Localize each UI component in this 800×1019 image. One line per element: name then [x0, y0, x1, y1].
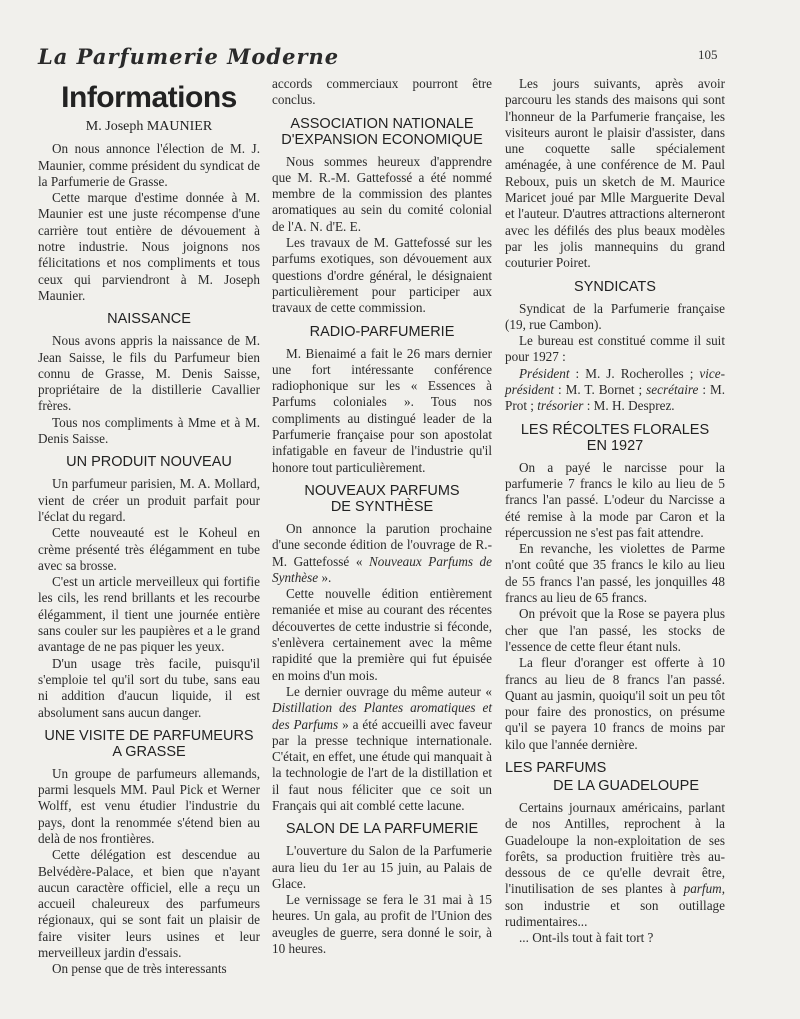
text-run: : M. J. Rocherolles ; [569, 365, 700, 381]
paragraph: Nous avons appris la naissance de M. Jean Saisse, le fils du Parfumeur bien connu de Grasse, M. Denis Saisse, propriétaire de la distillerie Cavallier frères. [38, 333, 260, 414]
text-run: Certains journaux américains, parlant de nos Antilles, reprochent à la Guadeloupe la non-exploitation de ses forêts, sa production fruitière très au-dessous de ce qu'elle devrait être, l'inutilisation de ses plantes à [505, 799, 725, 897]
paragraph: accords commerciaux pourront être conclus. [272, 76, 492, 108]
paragraph: On prévoit que la Rose se payera plus cher que l'an passé, les stocks de l'essence de cette fleur étant nuls. [505, 606, 725, 654]
role-label: vice-président [505, 365, 725, 398]
book-title: Distillation des Plantes aromatiques et des Parfums [272, 700, 492, 732]
paragraph: Cette délégation est descendue au Belvédère-Palace, et bien que n'ayant aucun caractère officiel, elle a reçu un accueil chaleureux des parfumeurs régionaux, qui se sont fait un plaisir de faire visiter leurs usines et leur merveilleux jardin d'essais. [38, 847, 260, 961]
heading-line: UNE VISITE DE PARFUMEURS [44, 727, 254, 744]
paragraph [272, 684, 492, 814]
masthead: La Parfumerie Moderne [38, 44, 340, 69]
text-run: , son industrie et son outillage rudimentaires... [505, 881, 725, 930]
section-heading [272, 483, 492, 515]
paragraph: M. Bienaimé a fait le 26 mars dernier une fort intéressante conférence radiophonique sur les « Essences à Parfums coloniales ». Tous nos compliments au distingué leader de la Parfumerie française pour son apostolat infatigable en faveur de l'industrie qu'il honore tout particulièrement. [272, 345, 492, 475]
text-run: : M. T. Bornet ; [554, 382, 647, 398]
paragraph: Un groupe de parfumeurs allemands, parmi lesquels MM. Paul Pick et Werner Wolff, est venu étudier l'industrie du pays, dont la renommée s'étend bien au delà de nos frontières. [38, 765, 260, 846]
paragraph: Syndicat de la Parfumerie française (19, rue Cambon). [505, 300, 725, 332]
column-1 [38, 76, 260, 978]
section-heading: M. Joseph MAUNIER [85, 119, 213, 134]
paragraph [505, 366, 725, 415]
section-heading: UN PRODUIT NOUVEAU [66, 454, 232, 471]
text-run: : M. H. Desprez. [583, 398, 675, 414]
paragraph: Les travaux de M. Gattefossé sur les parfums exotiques, son dévouement aux questions d'ordre général, le désignaient particulièrement pour participer aux travaux de cette commission. [272, 235, 492, 316]
paragraph: Cette marque d'estime donnée à M. Maunier est une juste récompense d'une carrière tout entière de dévouement à notre industrie. Nous joignons nos félicitations et nos compliments et tous ceux qui parviendront à M. Joseph Maunier. [38, 190, 260, 303]
paragraph [505, 800, 725, 930]
paragraph: Le vernissage se fera le 31 mai à 15 heures. Un gala, au profit de l'Union des aveugles de guerre, sera donné le soir, à 10 heures. [272, 892, 492, 957]
text-run: ». [318, 569, 332, 585]
paragraph: Un parfumeur parisien, M. A. Mollard, vient de créer un produit parfait pour l'éclat du regard. [38, 476, 260, 524]
role-label: secrétaire [646, 382, 699, 398]
paragraph: On a payé le narcisse pour la parfumerie 7 francs le kilo au lieu de 5 francs l'an passé. L'odeur du Narcisse a été remise à la mode par Caron et la répercussion ne s'est pas fait attendre. [505, 459, 725, 540]
paragraph [272, 521, 492, 586]
heading-line: ASSOCIATION NATIONALE [290, 115, 474, 132]
paragraph: Cette nouvelle édition entièrement remaniée et mise au courant des récentes découvertes de cette industrie si féconde, s'enlèvera certainement avec la même rapidité que la première qui fut épuisée en moins d'un mois. [272, 586, 492, 683]
paragraph: Nous sommes heureux d'apprendre que M. R.-M. Gattefossé a été nommé membre de la commission des plantes aromatiques au sein du comité colonial de l'A. N. d'E. E. [272, 153, 492, 234]
section-heading: RADIO-PARFUMERIE [309, 323, 455, 340]
heading-line: LES RÉCOLTES FLORALES [520, 421, 710, 438]
paragraph: Tous nos compliments à Mme et à M. Denis Saisse. [38, 414, 260, 447]
role-label: trésorier [537, 398, 584, 414]
role-label: Président [519, 365, 570, 381]
paragraph: On pense que de très interessants [52, 961, 227, 977]
heading-line: EN 1927 [586, 437, 644, 454]
text-run: Le dernier ouvrage du même auteur « [286, 683, 492, 699]
paragraph: En revanche, les violettes de Parme n'ont coûté que 35 francs le kilo au lieu de 55 francs l'an passé, les jonquilles 48 francs au lieu de 65 francs. [505, 541, 725, 606]
heading-line: DE LA GUADELOUPE [553, 777, 699, 794]
column-3 [505, 76, 725, 947]
emphasis: parfum [683, 881, 722, 897]
section-heading: SALON DE LA PARFUMERIE [285, 821, 479, 838]
heading-line: LES PARFUMS [505, 759, 607, 776]
column-2 [272, 76, 492, 957]
text-run: » a été accueilli avec faveur par la presse technique internationale. C'était, en effet, une étude qui manquait à la technologie de l'art de la distillation et il faut nous féliciter que ce soit un Français qui ait comblé cette lacune. [272, 716, 493, 813]
paragraph: C'est un article merveilleux qui fortifie les cils, les rend brillants et les recourbe élégamment, il tient une journée entière sans couler sur les paupières et a le grand avantage de ne pas piquer les yeux. [38, 574, 260, 655]
section-heading: NAISSANCE [107, 311, 191, 328]
paragraph: On nous annonce l'élection de M. J. Maunier, comme président du syndicat de la Parfumerie de Grasse. [38, 141, 260, 189]
book-title: Nouveaux Parfums de Synthèse [272, 553, 492, 585]
section-heading [505, 422, 725, 454]
section-heading [38, 728, 260, 760]
paragraph: L'ouverture du Salon de la Parfumerie aura lieu du 1er au 15 juin, au Palais de Glace. [272, 843, 492, 891]
paragraph: Cette nouveauté est le Koheul en crème présenté très élégamment en tube avec sa brosse. [38, 525, 260, 573]
page-number: 105 [698, 47, 718, 62]
text-run: : M. Prot ; [505, 382, 725, 414]
paragraph: Les jours suivants, après avoir parcouru les stands des maisons qui sont l'honneur de la Parfumerie française, les visiteurs auront le plaisir d'assister, dans une coquette salle spécialement aménagée, à une conférence de M. Paul Reboux, puis un sketch de M. Maurice Maricet joué par Mlle Marguerite Deval et l'auteur. D'autres attractions alterneront avec les défilés des plus beaux modèles par les jolis mannequins du grand couturier Poiret. [505, 76, 725, 271]
section-heading [505, 778, 725, 794]
paragraph: La fleur d'oranger est offerte à 10 francs au lieu de 8 francs l'an passé. Quant au jasmin, quoiqu'il soit un peu tôt pour faire des pronostics, on présume qu'il se payera 10 francs de moins par kilo que l'année dernière. [505, 655, 725, 752]
text-run: On annonce la parution prochaine d'une seconde édition de l'ouvrage de R.-M. Gattefossé « [272, 520, 492, 569]
page-title: Informations [61, 81, 237, 114]
paragraph: D'un usage très facile, puisqu'il s'emploie tel qu'il sort du tube, sans eau ni addition d'aucun liquide, il est absolument sans aucun danger. [38, 655, 260, 720]
section-heading [505, 760, 725, 776]
heading-line: DE SYNTHÈSE [330, 498, 434, 515]
section-heading [272, 116, 492, 148]
heading-line: A GRASSE [112, 743, 186, 760]
heading-line: NOUVEAUX PARFUMS [304, 482, 460, 499]
section-heading: SYNDICATS [574, 278, 656, 295]
paragraph: Le bureau est constitué comme il suit pour 1927 : [505, 333, 725, 365]
heading-line: D'EXPANSION ECONOMIQUE [281, 131, 483, 148]
paragraph: ... Ont-ils tout à fait tort ? [519, 930, 654, 946]
